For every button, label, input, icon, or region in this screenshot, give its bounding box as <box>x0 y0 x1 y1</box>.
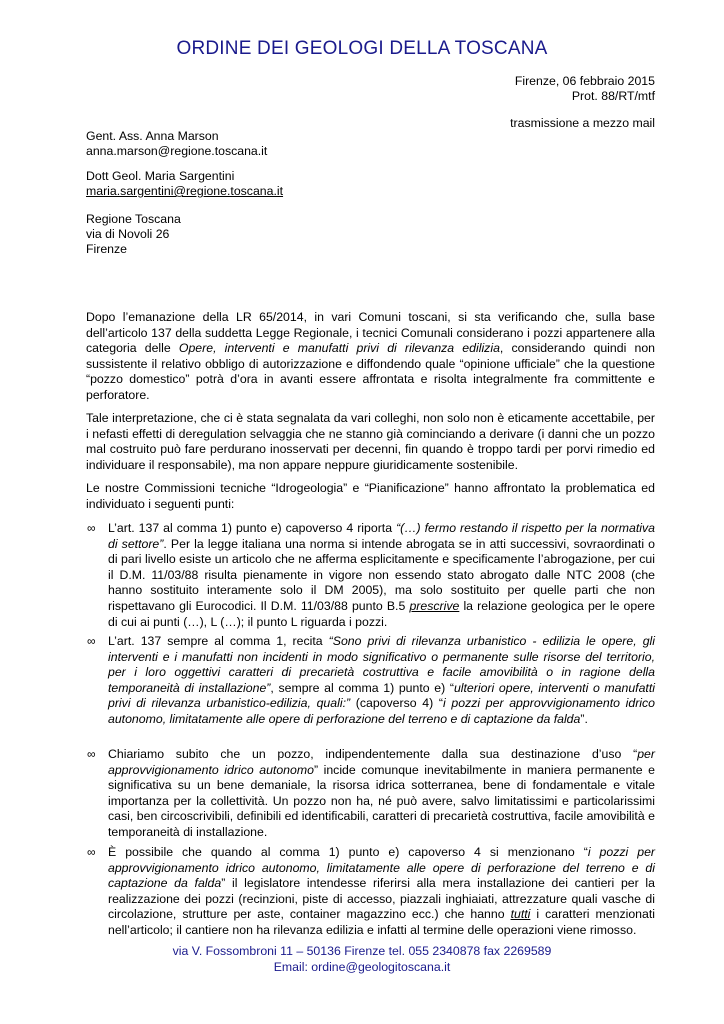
recipient-1 <box>86 129 267 159</box>
recipient-name: Gent. Ass. Anna Marson <box>86 129 219 143</box>
recipient-name: Dott Geol. Maria Sargentini <box>86 169 235 183</box>
letterhead-title: ORDINE DEI GEOLOGI DELLA TOSCANA <box>176 38 548 59</box>
infinity-bullet-icon: ∞ <box>87 747 96 761</box>
recipient-email-link[interactable]: maria.sargentini@regione.toscana.it <box>86 184 284 198</box>
footer-email[interactable]: Email: ordine@geologitoscana.it <box>273 960 451 974</box>
address-line: Firenze <box>86 242 128 256</box>
date-protocol-block <box>515 74 655 104</box>
recipient-email: anna.marson@regione.toscana.it <box>86 144 268 158</box>
body-paragraph-1: Dopo l’emanazione della LR 65/2014, in vari Comuni toscani, si sta verificando che, sulla base dell’articolo 137 della suddetta Legge Regionale, i tecnici Comunali considerano i pozzi appartenere alla categoria delle Opere, interventi e manufatti privi di rilevanza edilizia, considerando quindi non sussistente il relativo obbligo di autorizzazione e diffondendo quale “opinione ufficiale” che la questione “pozzo domestico” potrà d’ora in avanti essere affrontata e risolta integralmente fra committente e perforatore. <box>86 310 655 402</box>
transmission-note: trasmissione a mezzo mail <box>510 116 655 130</box>
address-line: via di Novoli 26 <box>86 227 170 241</box>
infinity-bullet-icon: ∞ <box>87 521 96 535</box>
bullet-item-4: ∞ È possibile che quando al comma 1) punto e) capoverso 4 si menzionano “i pozzi per approvvigionamento idrico autonomo, limitatamente alle opere di perforazione del terreno e di captazione da falda” il legislatore intendesse riferirsi alla mera installazione dei cantieri per la realizzazione dei pozzi (recinzioni, piste di accesso, piazzali inghiaiati, attrezzature quali vasche di circolazione, strutture per aste, container magazzino ecc.) che hanno tutti i caratteri menzionati nell’articolo; il cantiere non ha rilevanza edilizia e infatti al termine delle operazioni viene rimosso. <box>87 845 655 937</box>
body-paragraph-3: Le nostre Commissioni tecniche “Idrogeologia” e “Pianificazione” hanno affrontato la problematica ed individuato i seguenti punti: <box>86 481 655 511</box>
bullet-item-1: ∞ L’art. 137 al comma 1) punto e) capoverso 4 riporta “(…) fermo restando il rispetto per la normativa di settore”. Per la legge italiana una norma si intende abrogata se in atti successivi, sovraordinati o di pari livello esiste un articolo che ne afferma esplicitamente e specificamente l’abrogazione, per cui il D.M. 11/03/88 risulta pienamente in vigore non essendo stato abrogato dalle NTC 2008 (che hanno sostituito interamente solo il DM 2005), ma solo sostituito per quelle parti che non rispettavano gli Eurocodici. Il D.M. 11/03/88 punto B.5 prescrive la relazione geologica per le opere di cui ai punti (…), L (…); il punto L riguarda i pozzi. <box>87 521 655 629</box>
infinity-bullet-icon: ∞ <box>87 634 96 648</box>
address-line: Regione Toscana <box>86 212 181 226</box>
bullet-item-3: ∞ Chiariamo subito che un pozzo, indipendentemente dalla sua destinazione d’uso “per approvvigionamento idrico autonomo” incide comunque inevitabilmente in maniera permanente e significativa su un bene demaniale, la risorsa idrica sotterranea, bene di fondamentale e vitale importanza per la collettività. Un pozzo non ha, né può avere, salvo limitatissimi e particolarissimi casi, ben circoscrivibili, definibili ed identificabili, caratteri di precarietà costruttiva, facile amovibilità e temporaneità di installazione. <box>87 747 656 839</box>
body-paragraph-2: Tale interpretazione, che ci è stata segnalata da vari colleghi, non solo non è eticamente accettabile, per i nefasti effetti di deregulation selvaggia che ne stanno già cominciando a derivare (i danni che un pozzo mal costruito può fare perdurano inosservati per decenni, fin quando è troppo tardi per porvi rimedio ed individuare il responsabile), ma non appare neppure giuridicamente sostenibile. <box>86 411 655 472</box>
recipient-address <box>86 212 181 257</box>
footer-address: via V. Fossombroni 11 – 50136 Firenze tel. 055 2340878 fax 2269589 <box>172 944 552 958</box>
bullet-item-2: ∞ L’art. 137 sempre al comma 1, recita “Sono privi di rilevanza urbanistico - edilizia le opere, gli interventi e i manufatti non incidenti in modo significativo o permanente sulle risorse del territorio, per i loro oggettivi caratteri di precarietà costruttiva e facile amovibilità o in ragione della temporaneità di installazione”, sempre al comma 1) punto e) “ulteriori opere, interventi o manufatti privi di rilevanza urbanistico-edilizia, quali:” (capoverso 4) “i pozzi per approvvigionamento idrico autonomo, limitatamente alle opere di perforazione del terreno e di captazione da falda”. <box>87 634 656 726</box>
infinity-bullet-icon: ∞ <box>87 845 96 859</box>
letterhead-footer <box>0 943 724 975</box>
recipient-2 <box>86 169 283 199</box>
letter-date: Firenze, 06 febbraio 2015 <box>514 74 655 88</box>
protocol-number: Prot. 88/RT/mtf <box>571 89 655 103</box>
